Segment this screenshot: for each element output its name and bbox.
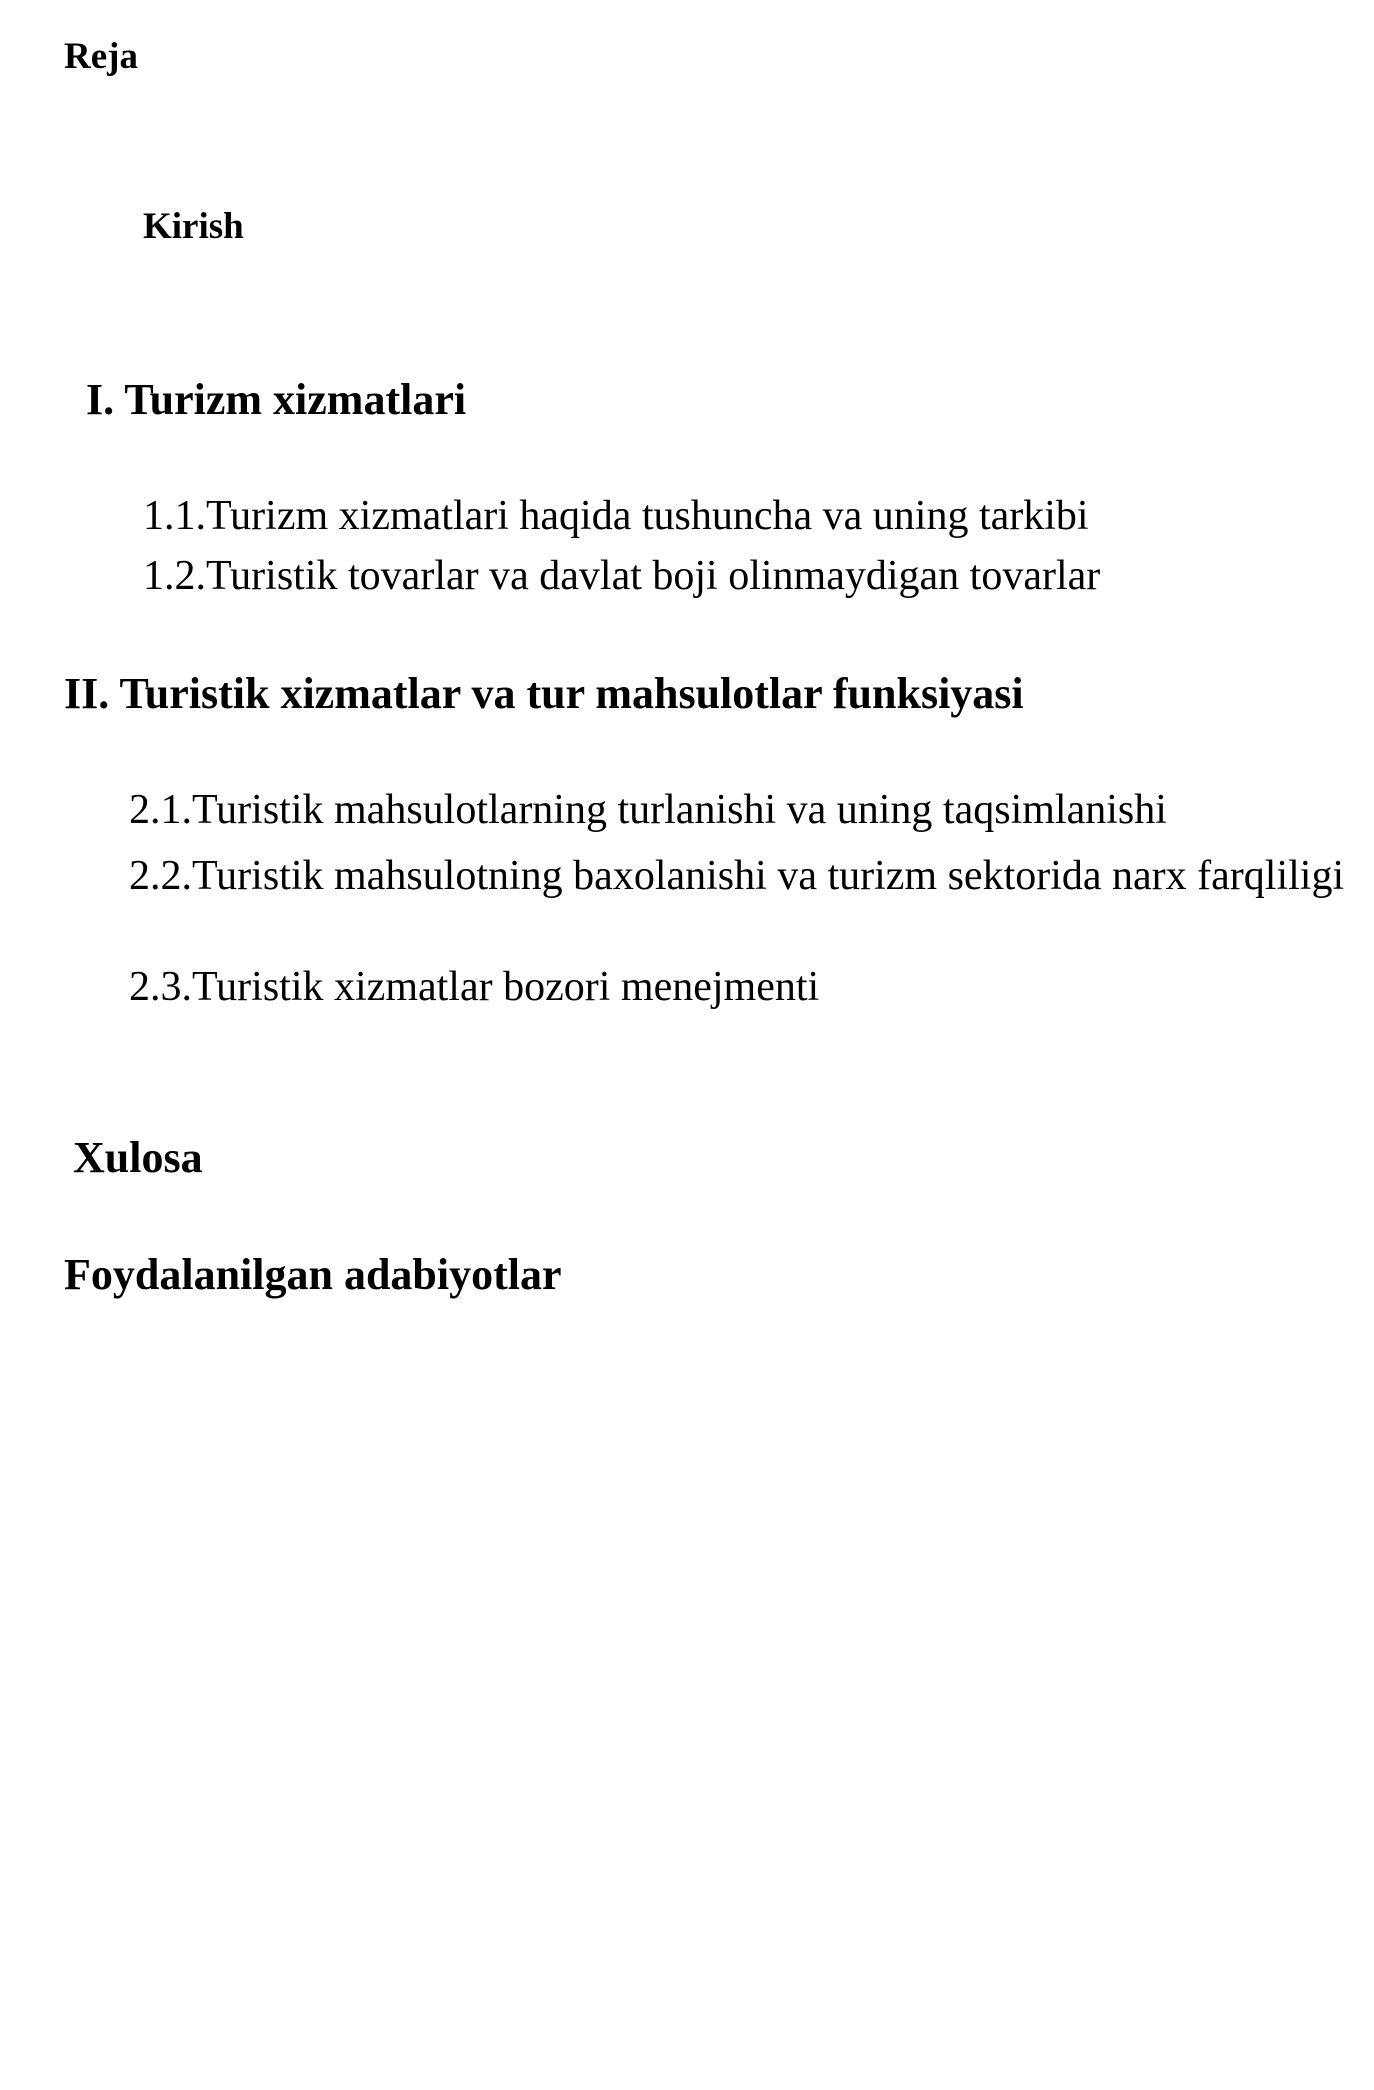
section-1-item-1: 1.1.Turizm xizmatlari haqida tushuncha va uning tarkibi xyxy=(143,493,1089,539)
intro-heading: Kirish xyxy=(143,206,244,247)
section-1-item-2: 1.2.Turistik tovarlar va davlat boji olinmaydigan tovarlar xyxy=(143,553,1101,599)
section-2-item-1: 2.1.Turistik mahsulotlarning turlanishi va uning taqsimlanishi xyxy=(129,787,1167,833)
section-2-item-3: 2.3.Turistik xizmatlar bozori menejmenti xyxy=(129,964,820,1010)
references-heading: Foydalanilgan adabiyotlar xyxy=(64,1250,562,1299)
section-1-title: I. Turizm xizmatlari xyxy=(86,375,467,424)
page-title: Reja xyxy=(64,36,138,77)
section-2-title: II. Turistik xizmatlar va tur mahsulotlar funksiyasi xyxy=(64,669,1024,718)
conclusion-heading: Xulosa xyxy=(73,1133,203,1182)
section-2-item-2: 2.2.Turistik mahsulotning baxolanishi va turizm sektorida narx farqliligi xyxy=(129,853,1345,899)
